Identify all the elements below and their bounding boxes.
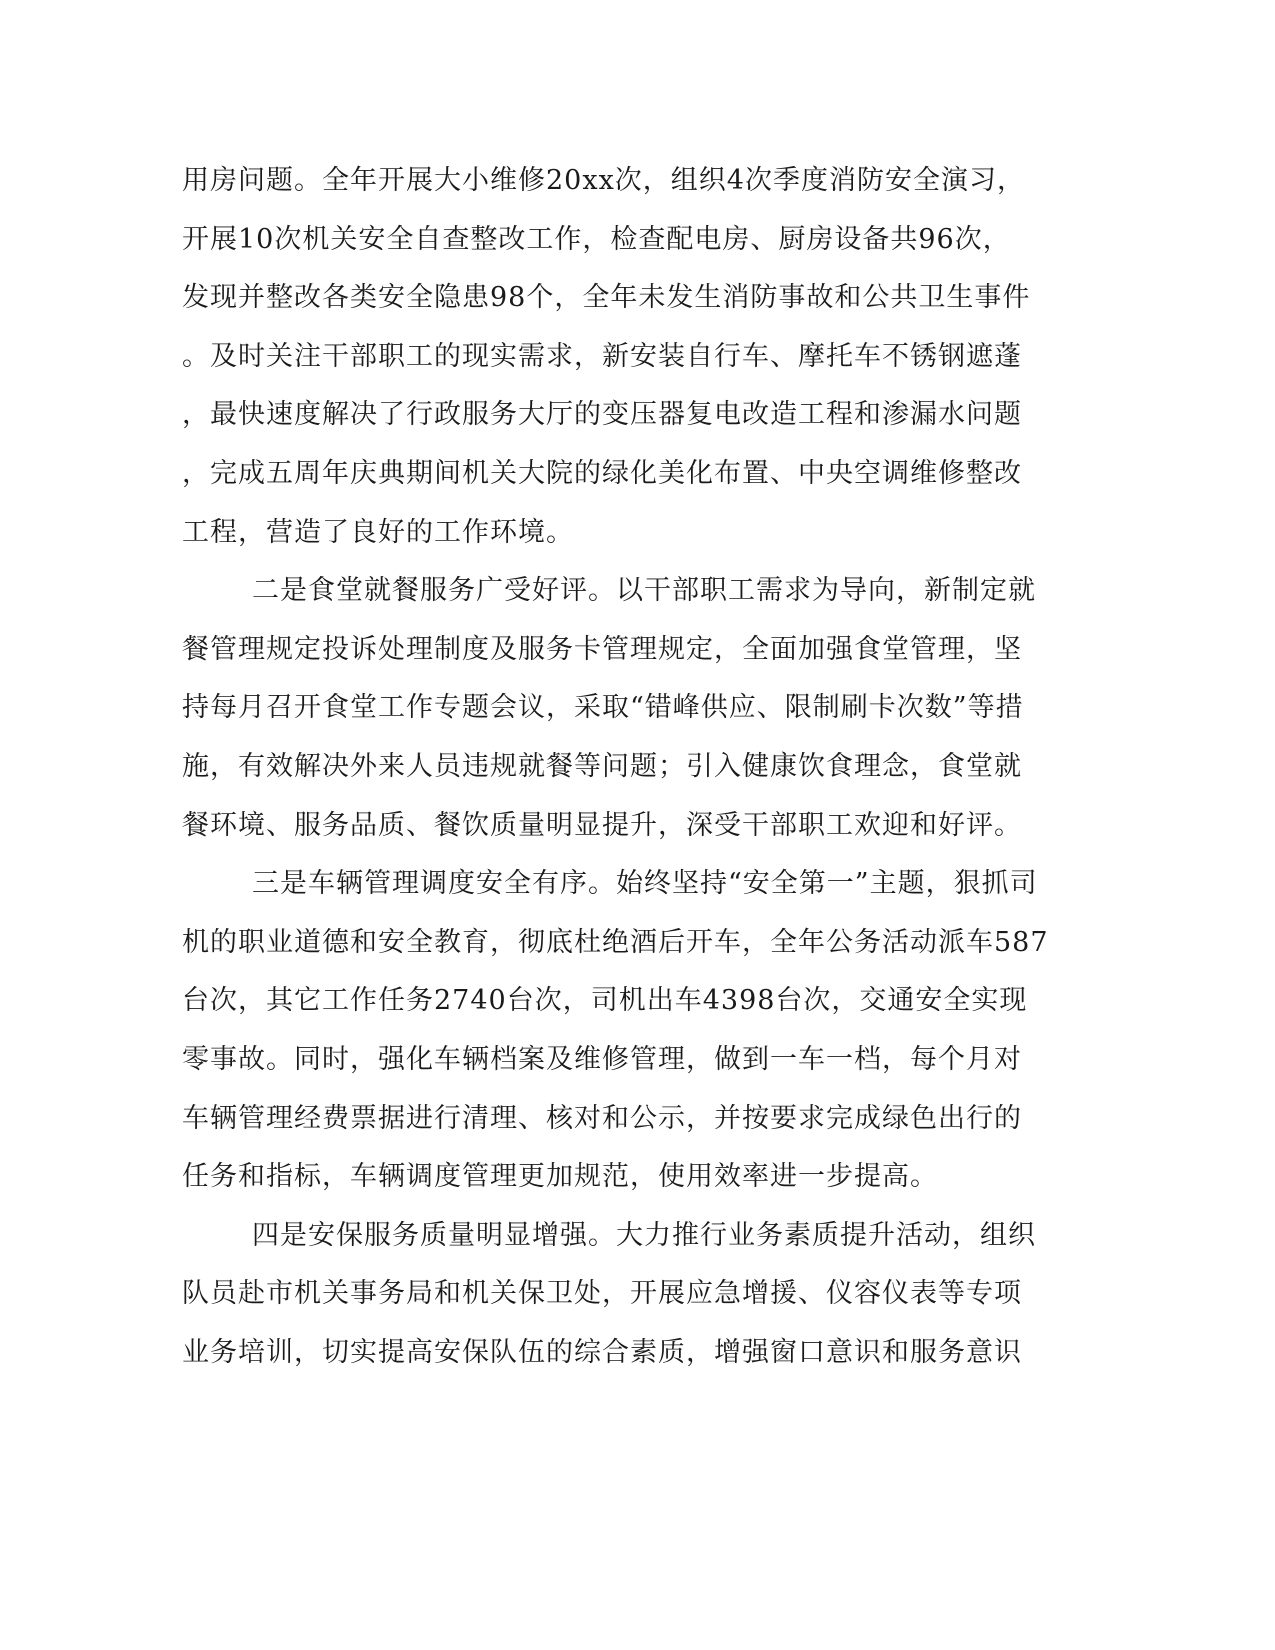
paragraph-start-line: 三是车辆管理调度安全有序。始终坚持“安全第一”主题，狠抓司: [252, 868, 1038, 900]
text-line: 工程，营造了良好的工作环境。: [182, 516, 574, 548]
text-line: 台次，其它工作任务2740台次，司机出车4398台次，交通安全实现: [182, 985, 1028, 1017]
text-line: 。及时关注干部职工的现实需求，新安装自行车、摩托车不锈钢遮蓬: [182, 340, 1022, 372]
text-line: 餐环境、服务品质、餐饮质量明显提升，深受干部职工欢迎和好评。: [182, 809, 1022, 841]
text-line: 餐管理规定投诉处理制度及服务卡管理规定，全面加强食堂管理，坚: [182, 633, 1022, 665]
text-line: 队员赴市机关事务局和机关保卫处，开展应急增援、仪容仪表等专项: [182, 1278, 1022, 1310]
text-line: 车辆管理经费票据进行清理、核对和公示，并按要求完成绿色出行的: [182, 1102, 1022, 1134]
text-line: 持每月召开食堂工作专题会议，采取“错峰供应、限制刷卡次数”等措: [182, 692, 1024, 724]
text-line: 任务和指标，车辆调度管理更加规范，使用效率进一步提高。: [182, 1161, 938, 1193]
text-line: 用房问题。全年开展大小维修20xx次，组织4次季度消防安全演习，: [182, 165, 1025, 196]
text-line: ，最快速度解决了行政服务大厅的变压器复电改造工程和渗漏水问题: [182, 399, 1022, 431]
text-line: ，完成五周年庆典期间机关大院的绿化美化布置、中央空调维修整改: [182, 457, 1022, 489]
paragraph-start-line: 二是食堂就餐服务广受好评。以干部职工需求为导向，新制定就: [252, 575, 1036, 607]
text-line: 机的职业道德和安全教育，彻底杜绝酒后开车，全年公务活动派车587: [182, 926, 1049, 958]
text-line: 开展10次机关安全自查整改工作，检查配电房、厨房设备共96次，: [182, 223, 1011, 255]
text-line: 施，有效解决外来人员违规就餐等问题；引入健康饮食理念，食堂就: [182, 750, 1022, 782]
text-line: 业务培训，切实提高安保队伍的综合素质，增强窗口意识和服务意识: [182, 1336, 1022, 1368]
document-body: [182, 161, 1049, 1391]
paragraph-start-line: 四是安保服务质量明显增强。大力推行业务素质提升活动，组织: [252, 1219, 1036, 1251]
text-line: 发现并整改各类安全隐患98个，全年未发生消防事故和公共卫生事件: [182, 282, 1031, 314]
text-line: 零事故。同时，强化车辆档案及维修管理，做到一车一档，每个月对: [182, 1043, 1022, 1075]
